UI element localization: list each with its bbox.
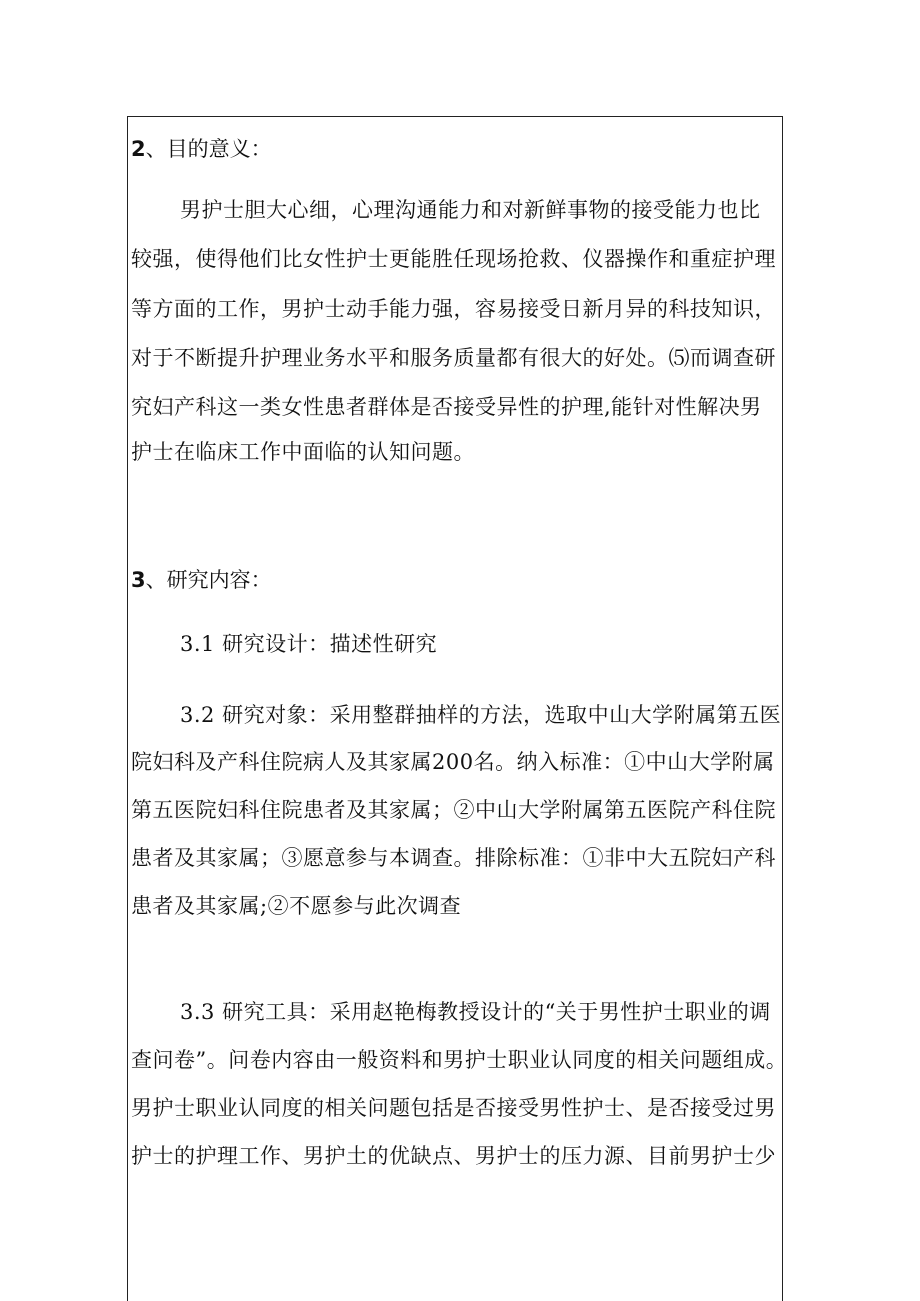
- s2-line-1: 男护士胆大心细，心理沟通能力和对新鲜事物的接受能力也比: [180, 198, 761, 222]
- section-2-title: 、目的意义：: [145, 137, 272, 161]
- s3-2-line-3: 第五医院妇科住院患者及其家属；②中山大学附属第五医院产科住院: [131, 798, 776, 822]
- s3-2-line-4: 患者及其家属；③愿意参与本调查。排除标准：①非中大五院妇产科: [131, 846, 776, 870]
- s3-3-line-1: 3.3 研究工具：采用赵艳梅教授设计的“关于男性护士职业的调: [180, 1000, 771, 1024]
- s2-line-3: 等方面的工作，男护士动手能力强，容易接受日新月异的科技知识，: [131, 297, 776, 321]
- s3-3-line-2: 查问卷”。问卷内容由一般资料和男护士职业认同度的相关问题组成。: [131, 1048, 788, 1072]
- section-3-number: 3: [131, 568, 146, 592]
- section-3-heading: [131, 568, 272, 592]
- s3-3-line-4: 护士的护理工作、男护土的优缺点、男护士的压力源、目前男护士少: [131, 1144, 776, 1168]
- s3-2-line-5: 患者及其家属;②不愿参与此次调查: [131, 894, 462, 918]
- s3-2-line-1: 3.2 研究对象：采用整群抽样的方法，选取中山大学附属第五医: [180, 703, 782, 727]
- section-2-heading: [131, 137, 272, 161]
- section-3-title: 、研究内容：: [145, 568, 272, 592]
- s3-3-line-3: 男护士职业认同度的相关问题包括是否接受男性护士、是否接受过男: [131, 1096, 776, 1120]
- s2-line-5: 究妇产科这一类女性患者群体是否接受异性的护理,能针对性解决男: [131, 395, 762, 419]
- s3-2-line-2: 院妇科及产科住院病人及其家属200名。纳入标准：①中山大学附属: [131, 750, 775, 774]
- section-2-number: 2: [131, 137, 146, 161]
- s2-line-2: 较强，使得他们比女性护士更能胜任现场抢救、仪器操作和重症护理: [131, 247, 776, 271]
- s2-line-4: 对于不断提升护理业务水平和服务质量都有很大的好处。⑸而调查研: [131, 346, 776, 370]
- s2-line-6: 护士在临床工作中面临的认知问题。: [131, 440, 475, 464]
- s3-1-line: 3.1 研究设计：描述性研究: [180, 632, 438, 656]
